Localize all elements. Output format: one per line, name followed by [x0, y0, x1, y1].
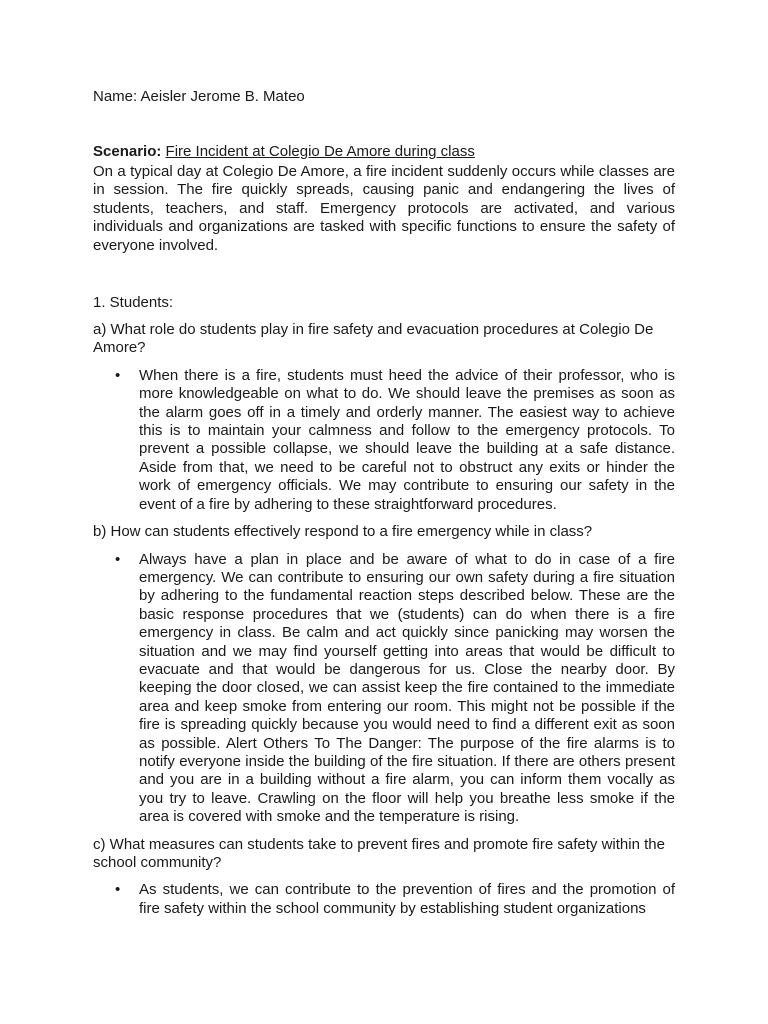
- answer-list-c: [93, 881, 675, 918]
- author-name-line: Name: Aeisler Jerome B. Mateo: [93, 88, 305, 105]
- answer-b: [93, 551, 675, 827]
- answer-a: [93, 367, 675, 514]
- bullet-icon: •: [115, 881, 121, 899]
- question-a: a) What role do students play in fire safety and evacuation procedures at Colegio De Amore?: [93, 321, 654, 357]
- answer-list-a: [93, 367, 675, 514]
- bullet-icon: •: [115, 366, 121, 384]
- answer-c: [93, 881, 675, 918]
- document-page: [93, 87, 675, 918]
- answer-b-text: Always have a plan in place and be aware of what to do in case of a fire emergency. We can contribute to ensuring our own safety during a fire situation by adhering to the fundamental reaction steps described below. These are the basic response procedures that we (students) can do when there is a fire emergency in class. Be calm and act quickly since panicking may worsen the situation and we may find yourself getting into areas that would be difficult to evacuate and that would be dangerous for us. Close the nearby door. By keeping the door closed, we can assist keep the fire contained to the immediate area and keep smoke from entering our room. This might not be possible if the fire is spreading quickly because you would need to find a different exit as soon as possible. Alert Others To The Danger: The purpose of the fire alarms is to notify everyone inside the building of the fire situation. If there are others present and you are in a building without a fire alarm, you can inform them vocally as you try to leave. Crawling on the floor will help you breathe less smoke if the area is covered with smoke and the temperature is rising.: [139, 550, 675, 826]
- section-heading: 1. Students:: [93, 294, 174, 312]
- question-c: c) What measures can students take to prevent fires and promote fire safety within the school community?: [93, 835, 665, 871]
- question-b: b) How can students effectively respond to a fire emergency while in class?: [93, 523, 593, 541]
- scenario-label: Scenario:: [93, 143, 162, 160]
- scenario-description: On a typical day at Colegio De Amore, a fire incident suddenly occurs while classes are in session. The fire quickly spreads, causing panic and endangering the lives of students, teachers, and staff. Emergency protocols are activated, and various individuals and organizations are tasked with specific functions to ensure the safety of everyone involved.: [93, 163, 675, 254]
- scenario-title: Fire Incident at Colegio De Amore during class: [165, 143, 475, 160]
- bullet-icon: •: [115, 550, 121, 568]
- answer-c-text: As students, we can contribute to the prevention of fires and the promotion of fire safety within the school community by establishing student organizations: [139, 881, 675, 917]
- scenario-heading: [93, 142, 675, 161]
- answer-a-text: When there is a fire, students must heed the advice of their professor, who is more knowledgeable on what to do. We should leave the premises as soon as the alarm goes off in a timely and orderly manner. The easiest way to achieve this is to maintain your calmness and follow to the emergency protocols. To prevent a possible collapse, we should leave the building at a safe distance. Aside from that, we need to be careful not to obstruct any exits or hinder the work of emergency officials. We may contribute to ensuring our safety in the event of a fire by adhering to these straightforward procedures.: [139, 366, 675, 513]
- answer-list-b: [93, 551, 675, 827]
